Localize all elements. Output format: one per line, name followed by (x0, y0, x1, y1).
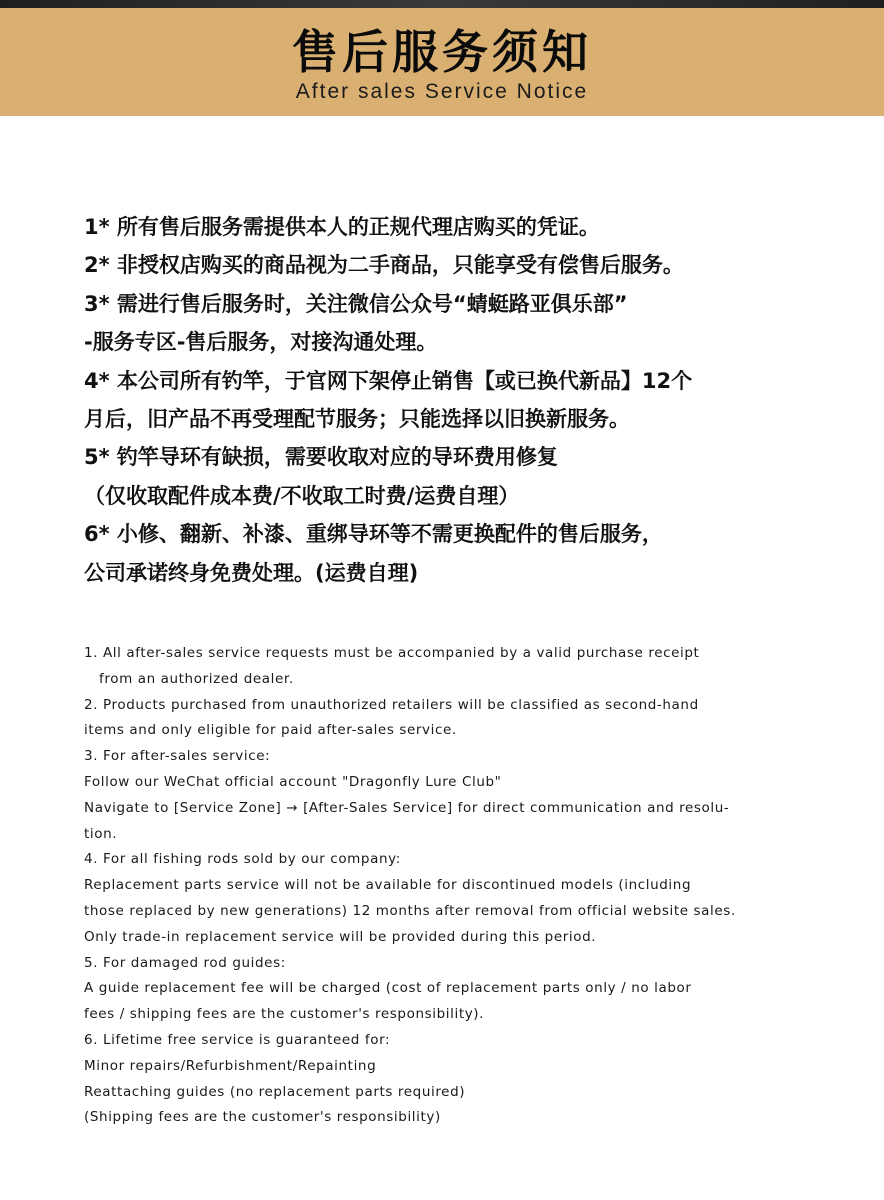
zh-notice-line: 2* 非授权店购买的商品视为二手商品，只能享受有偿售后服务。 (84, 253, 684, 278)
en-notice-line: Follow our WeChat official account "Dragonfly Lure Club" (84, 773, 502, 790)
en-notice-line: (Shipping fees are the customer's responsibility) (84, 1109, 441, 1126)
zh-notice-line: 5* 钓竿导环有缺损，需要收取对应的导环费用修复 (84, 445, 558, 470)
en-notice-line: 1. All after-sales service requests must be accompanied by a valid purchase receipt (84, 645, 700, 661)
en-notice-line: tion. (84, 825, 118, 842)
en-notice-line: 4. For all fishing rods sold by our company: (84, 851, 401, 868)
en-notice-line: 5. For damaged rod guides: (84, 954, 286, 971)
en-notice-line: 6. Lifetime free service is guaranteed for: (84, 1031, 391, 1048)
en-notice-line: 2. Products purchased from unauthorized retailers will be classified as second-hand (84, 696, 699, 713)
zh-notice-line: 6* 小修、翻新、补漆、重绑导环等不需更换配件的售后服务， (84, 522, 663, 547)
en-notice-line: fees / shipping fees are the customer's responsibility). (84, 1006, 485, 1023)
zh-notice-line: 1* 所有售后服务需提供本人的正规代理店购买的凭证。 (84, 215, 600, 239)
chinese-notice-list (84, 208, 844, 592)
zh-notice-line: 4* 本公司所有钓竿，于官网下架停止销售【或已换代新品】12个 (84, 368, 693, 393)
page-title-chinese: 售后服务须知 (292, 25, 592, 79)
en-notice-line: A guide replacement fee will be charged (cost of replacement parts only / no labor (84, 980, 692, 997)
notice-header-banner (0, 8, 884, 116)
page-title-english: After sales Service Notice (295, 80, 589, 103)
en-notice-line: those replaced by new generations) 12 months after removal from official website sales. (84, 902, 736, 919)
zh-notice-line: 3* 需进行售后服务时，关注微信公众号“蜻蜓路亚俱乐部” (84, 291, 628, 316)
en-notice-line: from an authorized dealer. (99, 670, 294, 687)
zh-notice-line: 公司承诺终身免费处理。(运费自理) (84, 560, 419, 585)
en-notice-line: Reattaching guides (no replacement parts required) (84, 1083, 466, 1100)
zh-notice-line: （仅收取配件成本费/不收取工时费/运费自理） (84, 483, 520, 508)
zh-notice-line: 月后，旧产品不再受理配节服务；只能选择以旧换新服务。 (84, 407, 630, 432)
top-dark-strip (0, 0, 884, 8)
en-notice-line: items and only eligible for paid after-sales service. (84, 722, 457, 739)
zh-notice-line: -服务专区-售后服务，对接沟通处理。 (84, 330, 438, 355)
english-notice-list (84, 641, 804, 1131)
en-notice-line: Navigate to [Service Zone] → [After-Sales Service] for direct communication and resolu- (84, 799, 730, 816)
en-notice-line: Only trade-in replacement service will be provided during this period. (84, 928, 597, 945)
en-notice-line: 3. For after-sales service: (84, 748, 271, 765)
en-notice-line: Minor repairs/Refurbishment/Repainting (84, 1057, 377, 1074)
en-notice-line: Replacement parts service will not be available for discontinued models (including (84, 877, 692, 894)
